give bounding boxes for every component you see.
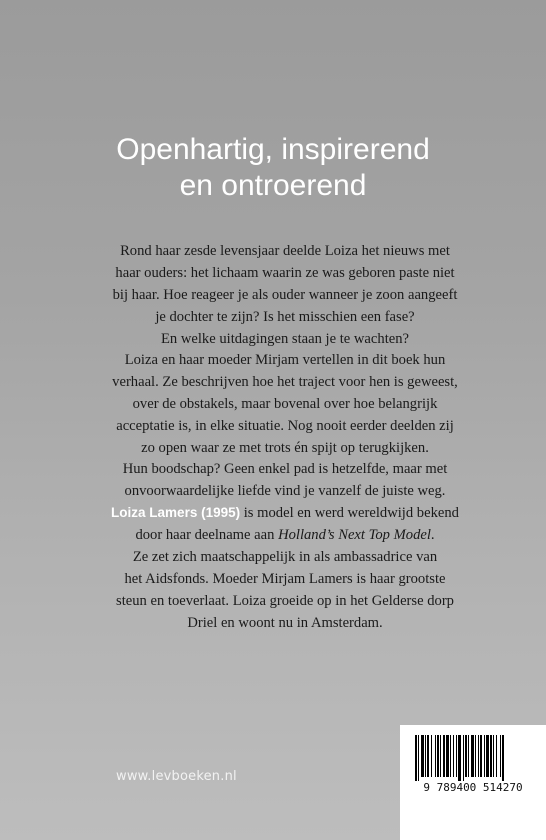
barcode-bar <box>437 735 439 777</box>
barcode-bar <box>453 735 454 777</box>
text-line: En welke uitdagingen staan je te wachten? <box>161 331 409 347</box>
barcode-bar <box>427 735 429 777</box>
story-paragraph <box>70 349 500 459</box>
text-line: haar ouders: het lichaam waarin ze was geboren paste niet <box>115 265 455 281</box>
barcode-bar <box>458 735 461 781</box>
headline <box>0 132 546 204</box>
barcode-bar <box>431 735 432 777</box>
text-line: Ze zet zich maatschappelijk in als ambassadrice van <box>132 549 438 565</box>
barcode-bar <box>418 735 419 781</box>
text-line: acceptatie is, in elke situatie. Nog nooit eerder deelden zij <box>116 418 454 434</box>
headline-line-2: en ontroerend <box>179 169 367 202</box>
barcode-bars <box>415 735 531 781</box>
barcode-bar <box>446 735 449 777</box>
barcode-bar <box>443 735 445 777</box>
barcode-bar <box>493 735 494 777</box>
text-line: bij haar. Hoe reageer je als ouder wanneer je zoon aangeeft <box>112 287 458 303</box>
barcode-bar <box>450 735 451 777</box>
text-line: Hun boodschap? Geen enkel pad is hetzelfde, maar met <box>122 461 448 477</box>
bio-text: is model en werd wereldwijd bekend <box>240 505 459 521</box>
barcode-bar <box>421 735 424 777</box>
barcode-bar <box>478 735 479 777</box>
barcode-bar <box>435 735 436 777</box>
bio-text: . <box>430 527 435 543</box>
barcode-bar <box>490 735 492 777</box>
barcode-bar <box>456 735 457 777</box>
author-name: Loiza Lamers (1995) <box>111 505 241 520</box>
text-line <box>70 502 500 524</box>
barcode-bar <box>463 735 464 781</box>
bio-text: door haar deelname aan <box>135 527 279 543</box>
barcode-bar <box>502 735 504 781</box>
barcode-bar <box>500 735 501 777</box>
text-line: je dochter te zijn? Is het misschien een fase? <box>155 309 415 325</box>
author-bio-paragraph <box>70 502 500 634</box>
text-line: over de obstakels, maar bovenal over hoe belangrijk <box>132 396 438 412</box>
publisher-website[interactable]: www.levboeken.nl <box>116 769 237 784</box>
barcode-bar <box>415 735 417 781</box>
barcode-bar <box>475 735 476 777</box>
barcode-bar <box>471 735 474 777</box>
text-line: Loiza en haar moeder Mirjam vertellen in dit boek hun <box>124 352 446 368</box>
barcode-bar <box>465 735 467 777</box>
text-line: steun en toeverlaat. Loiza groeide op in het Gelderse dorp <box>116 593 454 609</box>
barcode-bar <box>480 735 482 777</box>
text-line: onvoorwaardelijke liefde vind je vanzelf de juiste weg. <box>124 483 446 499</box>
message-paragraph <box>70 458 500 502</box>
headline-line-1: Openhartig, inspirerend <box>116 133 430 166</box>
barcode-bar <box>468 735 469 777</box>
text-line: Rond haar zesde levensjaar deelde Loiza het nieuws met <box>120 243 450 259</box>
barcode-bar <box>425 735 426 777</box>
text-line: zo open waar ze met trots én spijt op terugkijken. <box>141 440 429 456</box>
intro-paragraph <box>70 240 500 350</box>
barcode-bar <box>484 735 485 777</box>
isbn-number: 9 789400 514270 <box>423 781 523 794</box>
text-line: verhaal. Ze beschrijven hoe het traject voor hen is geweest, <box>112 374 458 390</box>
barcode-bar <box>496 735 497 777</box>
isbn-barcode <box>400 725 546 840</box>
text-line: Driel en woont nu in Amsterdam. <box>187 615 383 631</box>
barcode-bar <box>486 735 489 777</box>
barcode-bar <box>440 735 441 777</box>
text-line: het Aidsfonds. Moeder Mirjam Lamers is haar grootste <box>124 571 446 587</box>
show-title: Holland’s Next Top Model <box>278 527 431 543</box>
text-line <box>70 524 500 546</box>
